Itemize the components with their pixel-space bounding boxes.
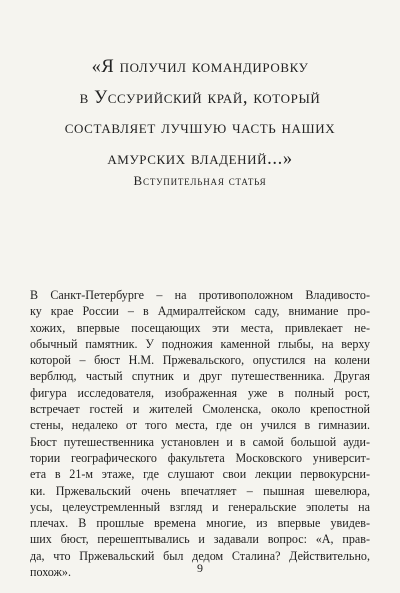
text-line: ета в 21-м этаже, где слушают свои лекции первокурсни- [30,467,370,482]
text-line: похож». [30,565,71,580]
text-line: хожих, впервые посещающих эти места, привлекает не- [30,320,370,335]
text-line: тории географического факультета Московского университ- [30,450,370,465]
text-line: В Санкт-Петербурге – на противоположном Владивосто- [30,288,370,302]
text-line: усы, целеустремленный взгляд и генеральские эполеты на [30,499,370,514]
text-line: Бюст путешественника установлен и в самой большой ауди- [30,434,370,449]
text-line: встречает гостей и жителей Смоленска, около крепостной [30,402,370,417]
page-number: 9 [197,561,203,575]
text-line: плечах. В прошлые времена многие, из впервые увидев- [30,516,370,531]
text-line: ку крае России – в Адмиралтейском саду, внимание про- [30,304,370,319]
text-line: верблюд, частый спутник и друг путешественника. Другая [30,369,370,384]
body-paragraph [30,287,370,580]
text-line: ших бюст, перешептывались и задавали вопрос: «А, прав- [30,532,370,547]
chapter-title-line: в Уссурийский край, который [79,87,321,108]
text-line: да, что Пржевальский был дедом Сталина? Действительно, [30,548,370,563]
text-line: обычный памятник. У подножия каменной глыбы, на верху [30,336,370,351]
text-line: фигура исследователя, изображенная уже в полный рост, [30,385,370,400]
text-line: ки. Пржевальский очень впечатляет – пышная шевелюра, [30,483,370,498]
chapter-title-line: составляет лучшую часть наших [64,118,336,138]
text-line: стены, недалеко от того места, где он учился в гимназии. [30,418,370,433]
text-line: которой – бюст Н.М. Пржевальского, опустился на колени [30,353,370,368]
chapter-title-line: «Я получил командировку [91,57,309,77]
chapter-subtitle: Вступительная статья [133,173,267,188]
chapter-title [40,52,360,174]
chapter-title-line: амурских владений...» [107,148,293,169]
